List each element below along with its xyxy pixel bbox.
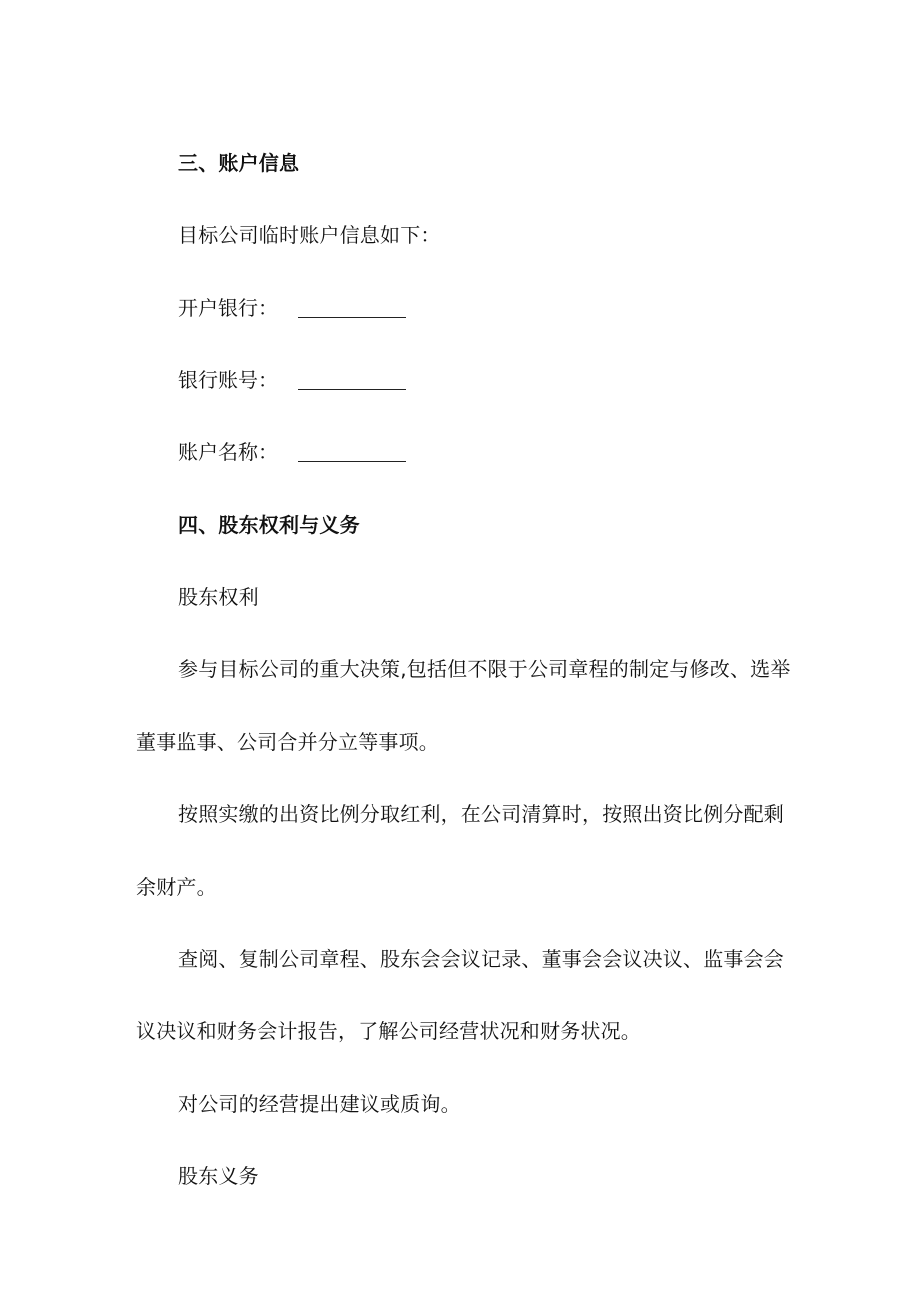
bank-name-label: 开户银行： [178,296,278,320]
right-2-line-2: 余财产。 [136,875,217,899]
section-4-heading: 四、股东权利与义务 [178,513,360,537]
account-name-row [178,440,406,464]
right-4-line-1: 对公司的经营提出建议或质询。 [178,1092,461,1116]
account-number-blank[interactable] [298,369,406,390]
right-1-line-2: 董事监事、公司合并分立等事项。 [136,730,439,754]
right-2-line-1: 按照实缴的出资比例分取红利，在公司清算时，按照出资比例分配剩 [178,802,784,826]
bank-name-row [178,296,406,320]
right-1-line-1: 参与目标公司的重大决策,包括但不限于公司章程的制定与修改、选举 [178,657,791,681]
bank-name-blank[interactable] [298,297,406,318]
account-number-label: 银行账号： [178,368,278,392]
rights-title: 股东权利 [178,585,259,609]
right-3-line-1: 查阅、复制公司章程、股东会会议记录、董事会会议决议、监事会会 [178,947,784,971]
account-name-label: 账户名称： [178,440,278,464]
right-3-line-2: 议决议和财务会计报告，了解公司经营状况和财务状况。 [136,1019,641,1043]
account-number-row [178,368,406,392]
duties-title: 股东义务 [178,1164,259,1188]
account-name-blank[interactable] [298,441,406,462]
section-3-heading: 三、账户信息 [178,151,300,175]
account-intro: 目标公司临时账户信息如下： [178,223,441,247]
